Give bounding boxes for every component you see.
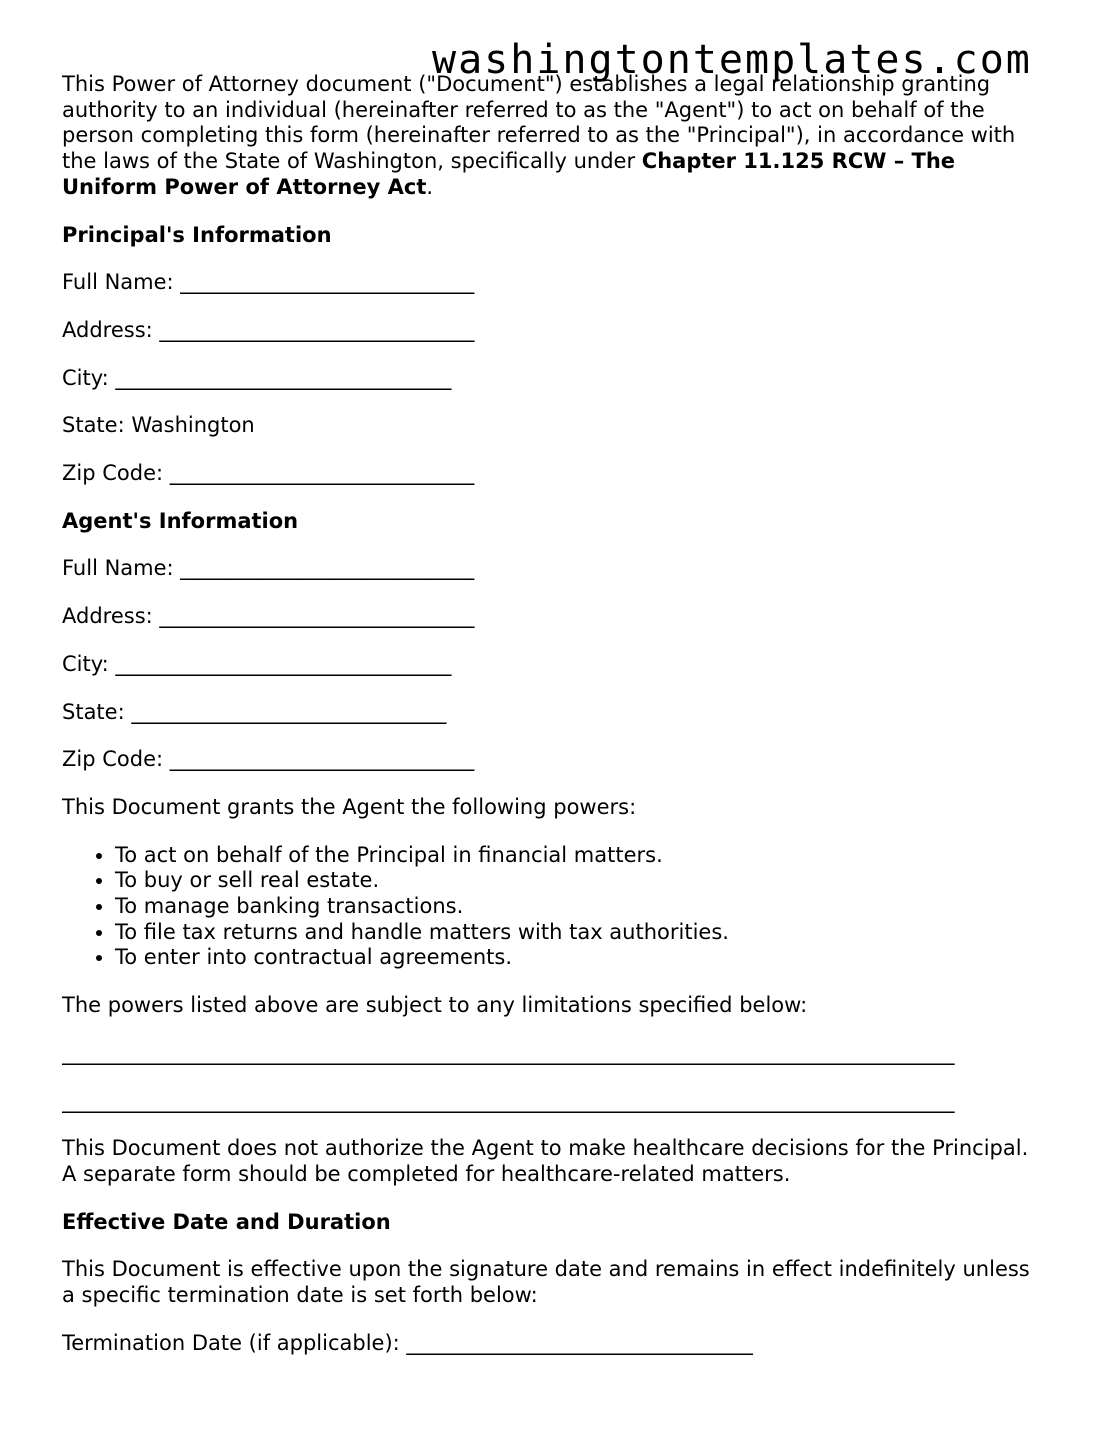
agent-zip-field[interactable]: Zip Code: _____________________________ <box>62 747 475 772</box>
powers-list <box>62 843 1047 972</box>
document-body <box>62 72 1047 1357</box>
power-item: • To manage banking transactions. <box>115 894 1047 920</box>
agent-heading: Agent's Information <box>62 508 299 533</box>
limitation-line-1[interactable]: _____________________________________________________________________________________ <box>62 1040 955 1065</box>
intro-paragraph <box>62 72 1047 201</box>
effective-heading: Effective Date and Duration <box>62 1209 391 1234</box>
agent-city-field[interactable]: City: ________________________________ <box>62 651 452 676</box>
effective-text: This Document is effective upon the signature date and remains in effect indefinitely unless a specific termination date is set forth below: <box>62 1257 1030 1308</box>
power-item: • To file tax returns and handle matters with tax authorities. <box>115 920 1047 946</box>
principal-state-field: State: Washington <box>62 413 255 438</box>
principal-city-field[interactable]: City: ________________________________ <box>62 365 452 390</box>
intro-statute: Chapter 11.125 RCW – The Uniform Power of Attorney Act <box>62 149 956 199</box>
principal-zip-field[interactable]: Zip Code: _____________________________ <box>62 461 475 486</box>
power-item: • To enter into contractual agreements. <box>115 945 1047 971</box>
intro-period: . <box>426 174 434 199</box>
healthcare-note: This Document does not authorize the Agent to make healthcare decisions for the Principal. A separate form should be completed for healthcare-related matters. <box>62 1136 1029 1186</box>
principal-full-name-field[interactable]: Full Name: ____________________________ <box>62 270 475 295</box>
agent-state-field[interactable]: State: ______________________________ <box>62 699 447 724</box>
watermark: washingtontemplates.com <box>432 37 1032 83</box>
power-item: • To buy or sell real estate. <box>115 868 1047 894</box>
powers-intro: This Document grants the Agent the following powers: <box>62 794 637 819</box>
termination-date-field[interactable]: Termination Date (if applicable): _________________________________ <box>62 1330 753 1355</box>
limitations-intro: The powers listed above are subject to any limitations specified below: <box>62 993 808 1018</box>
limitation-line-2[interactable]: _____________________________________________________________________________________ <box>62 1088 955 1113</box>
intro-text: This Power of Attorney document ("Document") establishes a legal relationship granting authority to an individual (hereinafter referred to as the "Agent") to act on behalf of the person completing this form (hereinafter referred to as the "Principal"), in accordance with the laws of the State of Washington, specifically under <box>62 72 1016 174</box>
principal-heading: Principal's Information <box>62 222 332 247</box>
principal-address-field[interactable]: Address: ______________________________ <box>62 317 475 342</box>
agent-address-field[interactable]: Address: ______________________________ <box>62 604 475 629</box>
power-item: • To act on behalf of the Principal in financial matters. <box>115 843 1047 869</box>
agent-full-name-field[interactable]: Full Name: ____________________________ <box>62 556 475 581</box>
